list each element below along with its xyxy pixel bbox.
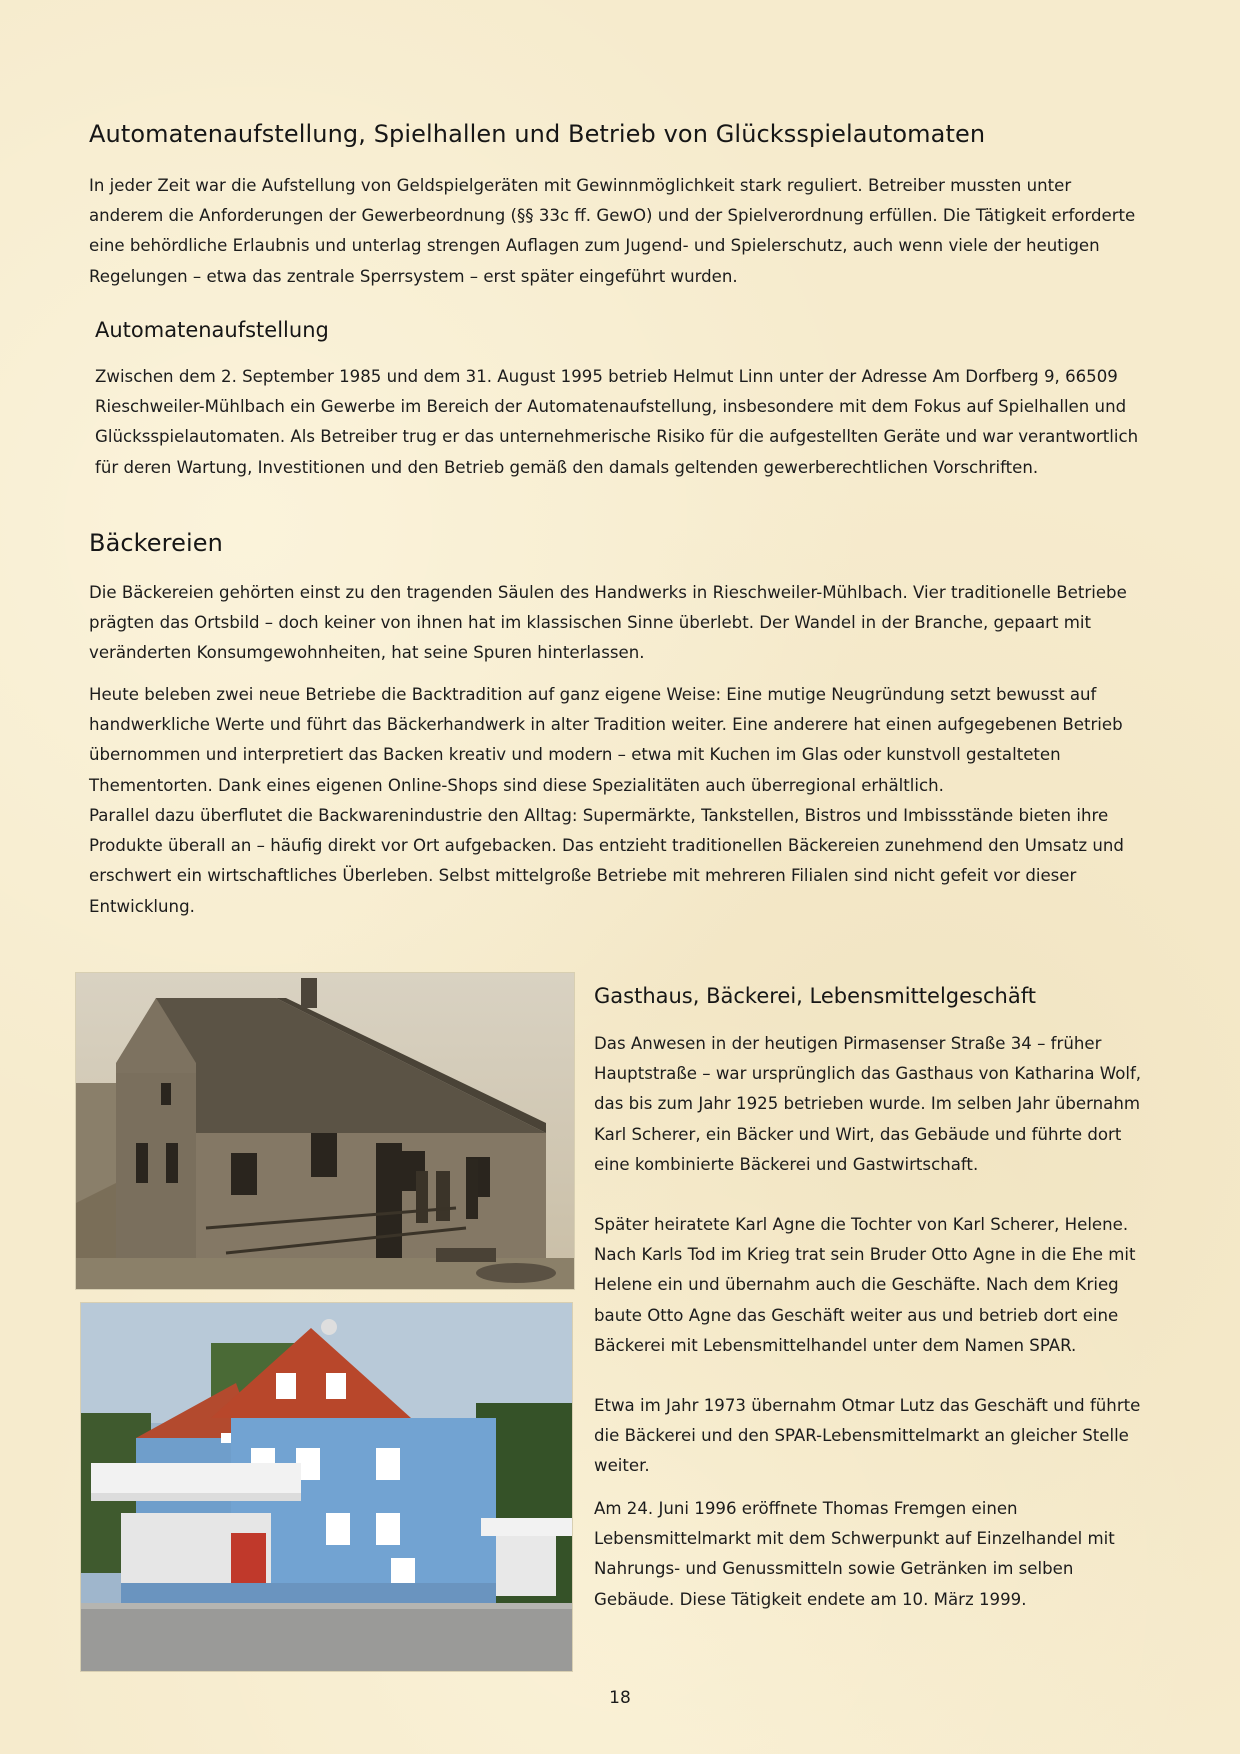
paragraph-baeckereien-1: Die Bäckereien gehörten einst zu den tragenden Säulen des Handwerks in Rieschweiler-Mühlbach. Vier traditionelle Betriebe prägten das Ortsbild – doch keiner von ihnen hat im klassischen Sinne überlebt. Der Wandel in der Branche, gepaart mit veränderten Konsumgewohnheiten, hat seine Spuren hinterlassen. <box>89 583 1127 663</box>
paragraph-gasthaus-4: Am 24. Juni 1996 eröffnete Thomas Fremgen einen Lebensmittelmarkt mit dem Schwerpunkt auf Einzelhandel mit Nahrungs- und Genussmitteln sowie Getränken im selben Gebäude. Diese Tätigkeit endete am 10. März 1999. <box>594 1499 1115 1609</box>
paragraph-gasthaus-3: Etwa im Jahr 1973 übernahm Otmar Lutz das Geschäft und führte die Bäckerei und den SPAR-Lebensmittelmarkt an gleicher Stelle weiter. <box>594 1396 1141 1476</box>
modern-house-illustration <box>81 1303 572 1671</box>
paragraph-regulation: In jeder Zeit war die Aufstellung von Geldspielgeräten mit Gewinnmöglichkeit stark reguliert. Betreiber mussten unter anderem die Anforderungen der Gewerbeordnung (§§ 33c ff. GewO) und der Spielverordnung erfüllen. Die Tätigkeit erforderte eine behördliche Erlaubnis und unterlag strengen Auflagen zum Jugend- und Spielerschutz, auch wenn viele der heutigen Regelungen – etwa das zentrale Sperrsystem – erst später eingeführt wurden. <box>89 176 1136 286</box>
modern-house-photo <box>80 1302 573 1672</box>
section-heading-gluecksspielautomaten: Automatenaufstellung, Spielhallen und Betrieb von Glücksspielautomaten <box>89 120 986 148</box>
subheading-automatenaufstellung: Automatenaufstellung <box>95 318 329 342</box>
paragraph-gasthaus-1: Das Anwesen in der heutigen Pirmasenser Straße 34 – früher Hauptstraße – war ursprünglich das Gasthaus von Katharina Wolf, das bis zum Jahr 1925 betrieben wurde. Im selben Jahr übernahm Karl Scherer, ein Bäcker und Wirt, das Gebäude und führte dort eine kombinierte Bäckerei und Gastwirtschaft. <box>594 1034 1142 1174</box>
paragraph-baeckereien-3: Parallel dazu überflutet die Backwarenindustrie den Alltag: Supermärkte, Tankstellen, Bistros und Imbissstände bieten ihre Produkte überall an – häufig direkt vor Ort aufgebacken. Das entzieht traditionellen Bäckereien zunehmend den Umsatz und erschwert ein wirtschaftliches Überleben. Selbst mittelgroße Betriebe mit mehreren Filialen sind nicht gefeit vor dieser Entwicklung. <box>89 806 1124 916</box>
paragraph-baeckereien-2: Heute beleben zwei neue Betriebe die Backtradition auf ganz eigene Weise: Eine mutige Neugründung setzt bewusst auf handwerkliche Werte und führt das Bäckerhandwerk in alter Tradition weiter. Eine anderere hat einen aufgegebenen Betrieb übernommen und interpretiert das Backen kreativ und modern – etwa mit Kuchen im Glas oder kunstvoll gestalteten Thementorten. Dank eines eigenen Online-Shops sind diese Spezialitäten auch überregional erhältlich. <box>89 685 1123 795</box>
paragraph-helmut-linn: Zwischen dem 2. September 1985 und dem 31. August 1995 betrieb Helmut Linn unter der Adresse Am Dorfberg 9, 66509 Rieschweiler-Mühlbach ein Gewerbe im Bereich der Automatenaufstellung, insbesondere mit dem Fokus auf Spielhallen und Glücksspielautomaten. Als Betreiber trug er das unternehmerische Risiko für die aufgestellten Geräte und war verantwortlich für deren Wartung, Investitionen und den Betrieb gemäß den damals geltenden gewerberechtlichen Vorschriften. <box>95 367 1139 477</box>
subheading-gasthaus: Gasthaus, Bäckerei, Lebensmittelgeschäft <box>594 984 1036 1008</box>
paragraph-gasthaus-2: Später heiratete Karl Agne die Tochter von Karl Scherer, Helene. Nach Karls Tod im Krieg trat sein Bruder Otto Agne in die Ehe mit Helene ein und übernahm auch die Geschäfte. Nach dem Krieg baute Otto Agne das Geschäft weiter aus und betrieb dort eine Bäckerei mit Lebensmittelhandel unter dem Namen SPAR. <box>594 1215 1136 1355</box>
section-heading-baeckereien: Bäckereien <box>89 529 223 557</box>
historic-house-illustration <box>76 973 574 1289</box>
historic-house-photo <box>75 972 575 1290</box>
page-number: 18 <box>609 1688 631 1708</box>
